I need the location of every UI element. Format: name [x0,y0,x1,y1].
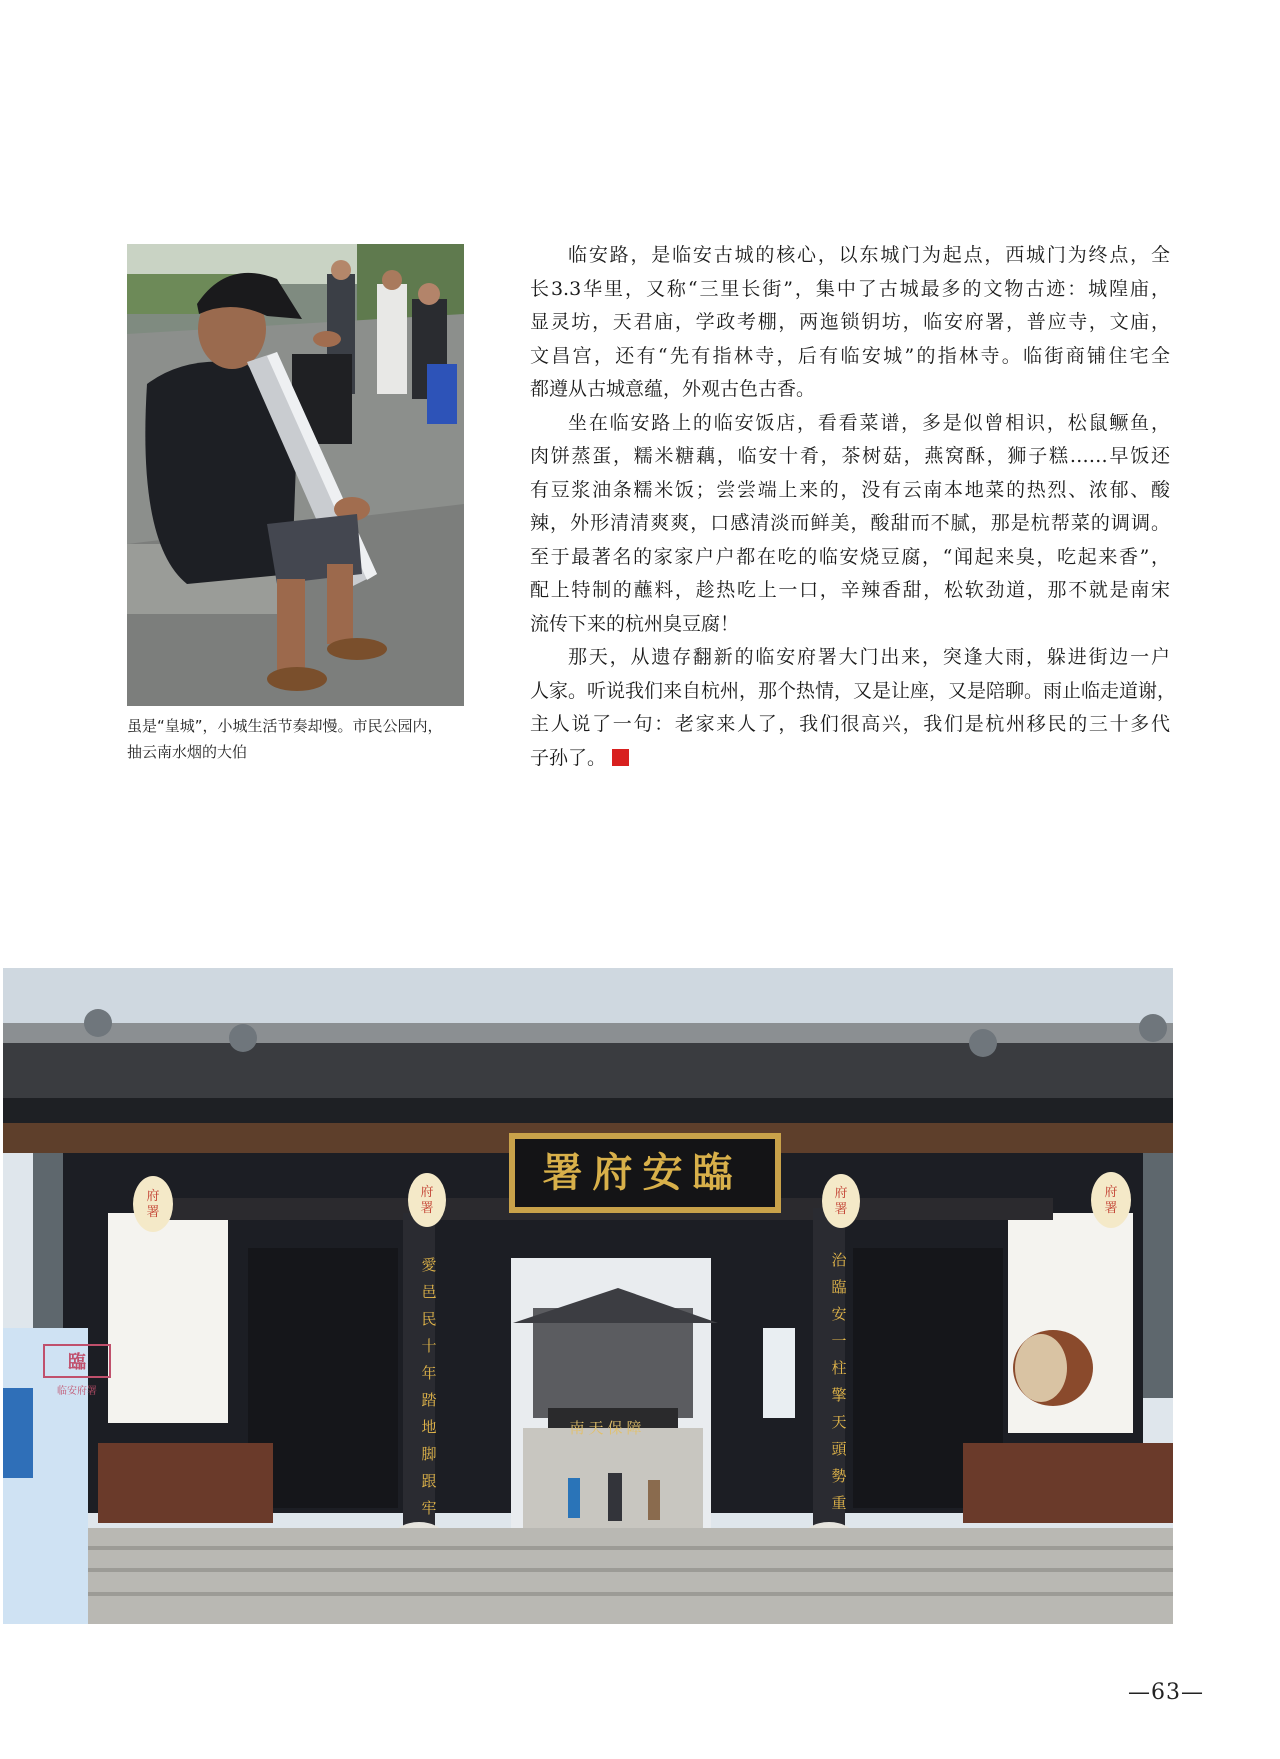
couplet-right: 治臨安一柱擎天頭勢重 [831,1251,847,1512]
park-photo [127,244,464,706]
caption-line: 虽是“皇城”，小城生活节奏却慢。市民公园内， [127,717,443,735]
text-line [530,742,1170,776]
text-line: 流传下来的杭州臭豆腐！ [530,612,740,635]
text-line: 那天，从遗存翻新的临安府署大门出来，突逢大雨，躲进街边一户 [568,646,1170,668]
text-line: 有豆浆油条糯米饭；尝尝端上来的，没有云南本地菜的热烈、浓郁、酸 [530,478,1170,501]
lantern-label: 府署 [834,1186,848,1217]
text-line: 主人说了一句：老家来人了，我们很高兴，我们是杭州移民的三十多代 [530,713,1170,735]
inner-hall-sign: 南天保障 [569,1418,646,1437]
text-line: 长3.3华里，又称“三里长街”，集中了古城最多的文物古迹：城隍庙， [530,277,1170,300]
text-line: 显灵坊，天君庙，学政考棚，两迤锁钥坊，临安府署，普应寺，文庙， [530,311,1170,333]
lantern-label: 府署 [420,1185,434,1216]
banner-logo-text: 临安府署 [57,1386,97,1397]
text-line: 都遵从古城意蕴，外观古色古香。 [530,378,816,400]
photo-caption [127,713,472,765]
lantern-label: 府署 [146,1189,160,1220]
lantern-label: 府署 [1104,1185,1118,1216]
text-line: 肉饼蒸蛋，糯米糖藕，临安十肴，茶树菇，燕窝酥，狮子糕……早饭还 [530,445,1170,467]
text-line: 辣，外形清清爽爽，口感清淡而鲜美，酸甜而不腻，那是杭帮菜的调调。 [530,512,1170,534]
text-line: 文昌宫，还有“先有指林寺，后有临安城”的指林寺。临街商铺住宅全 [530,344,1170,367]
couplet-left: 愛邑民十年踏地脚跟牢 [421,1256,437,1517]
article-body [530,239,1177,775]
end-of-article-mark [612,749,629,766]
text-segment: 子孙了。 [530,746,607,769]
plaque-inscription: 署府安臨 [542,1148,743,1196]
gate-photo [3,968,1173,1624]
text-line: 坐在临安路上的临安饭店，看看菜谱，多是似曾相识，松鼠鳜鱼， [568,411,1170,434]
text-line: 配上特制的蘸料，趁热吃上一口，辛辣香甜，松软劲道，那不就是南宋 [530,579,1170,601]
caption-line: 抽云南水烟的大伯 [127,743,248,761]
text-line: 临安路，是临安古城的核心，以东城门为起点，西城门为终点，全 [568,244,1170,266]
banner-logo [43,1344,111,1397]
text-line: 至于最著名的家家户户都在吃的临安烧豆腐，“闻起来臭，吃起来香”， [530,545,1170,568]
text-line: 人家。听说我们来自杭州，那个热情，又是让座，又是陪聊。雨止临走道谢， [530,679,1177,702]
page-number: —63— [1128,1680,1204,1705]
banner-logo-mark: 臨 [43,1344,111,1378]
